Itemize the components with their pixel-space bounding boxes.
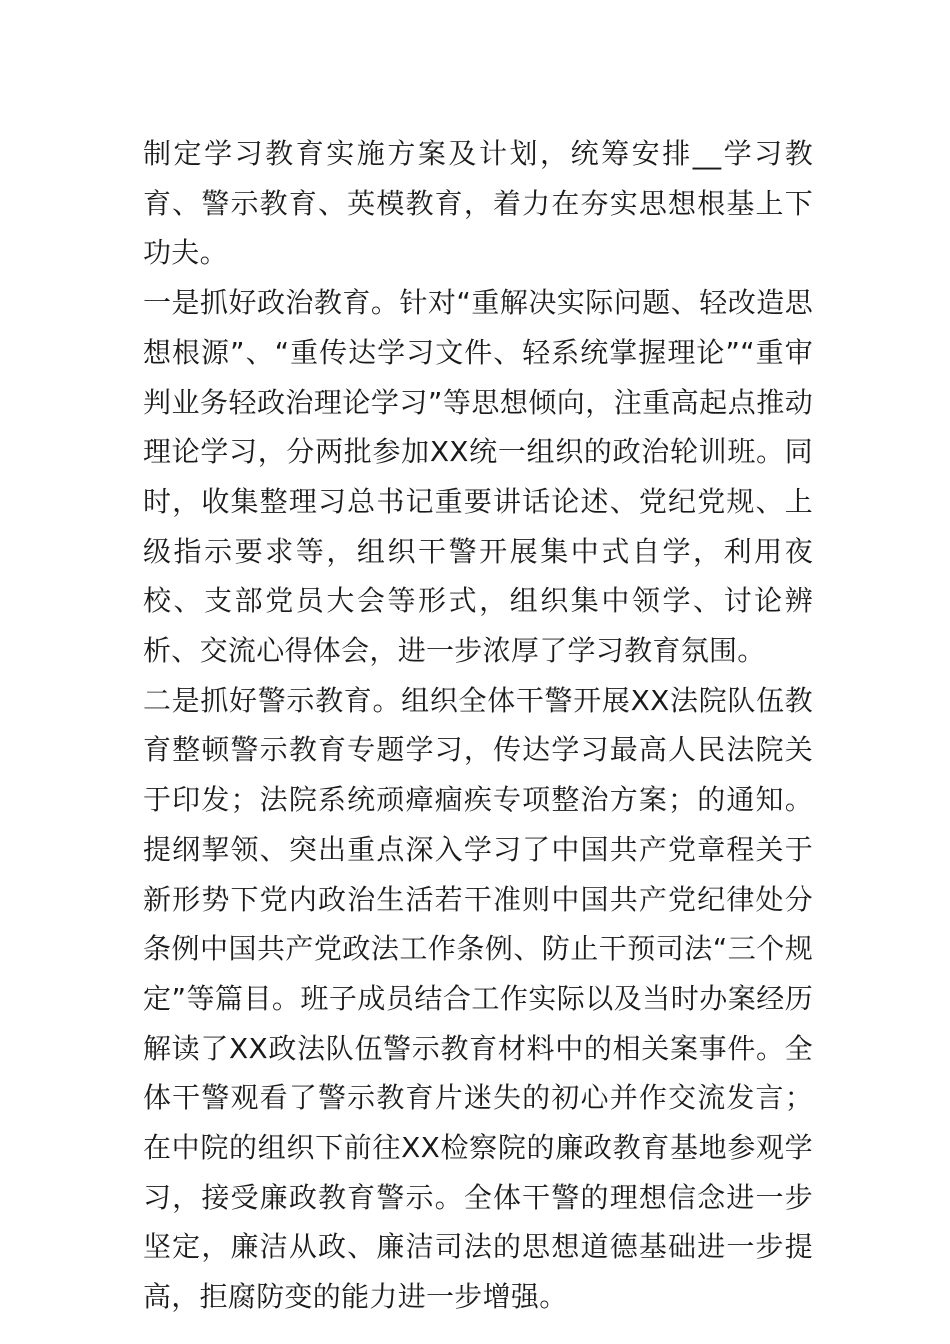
paragraph-warning-education: 二是抓好警示教育。组织全体干警开展XX法院队伍教育整顿警示教育专题学习，传达学习最高人民法院关于印发；法院系统顽瘴痼疾专项整治方案；的通知。提纲挈领、突出重点深入学习了中国共产党章程关于新形势下党内政治生活若干准则中国共产党纪律处分条例中国共产党政法工作条例、防止干预司法“三个规定”等篇目。班子成员结合工作实际以及当时办案经历解读了XX政法队伍警示教育材料中的相关案事件。全体干警观看了警示教育片迷失的初心并作交流发言；在中院的组织下前往XX检察院的廉政教育基地参观学习，接受廉政教育警示。全体干警的理想信念进一步坚定，廉洁从政、廉洁司法的思想道德基础进一步提高，拒腐防变的能力进一步增强。 <box>143 683 813 1314</box>
paragraph-political-education: 一是抓好政治教育。针对“重解决实际问题、轻改造思想根源”、“重传达学习文件、轻系统掌握理论”“重审判业务轻政治理论学习”等思想倾向，注重高起点推动理论学习，分两批参加XX统一组织的政治轮训班。同时，收集整理习总书记重要讲话论述、党纪党规、上级指示要求等，组织干警开展集中式自学，利用夜校、支部党员大会等形式，组织集中领学、讨论辨析、交流心得体会，进一步浓厚了学习教育氛围。 <box>143 286 813 668</box>
paragraph-plan-intro: 制定学习教育实施方案及计划，统筹安排__学习教育、警示教育、英模教育，着力在夯实思想根基上下功夫。 <box>143 137 813 270</box>
document-body <box>143 129 813 1322</box>
